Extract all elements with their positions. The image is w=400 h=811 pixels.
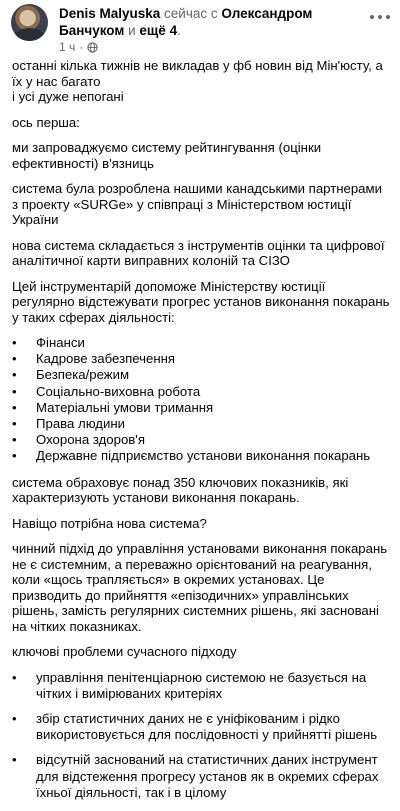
bullet: • (12, 669, 17, 685)
bullet: • (12, 367, 17, 383)
list-item: • Фінанси (12, 335, 85, 350)
list-item: • Безпека/режим (12, 367, 130, 383)
list-item: • Права людини (12, 416, 126, 432)
bullet: • (12, 416, 17, 432)
bullet: • (12, 351, 17, 367)
more-dot-icon (370, 15, 374, 19)
post-paragraph-tools: нова система складається з інструментів оцінки та цифрової аналітичної карти виправних колоній та СІЗО (12, 237, 385, 268)
list-item: • відсутній заснований на статистичних даних інструмент для відстеження прогресу установ як в окремих сферах їхньої діяльності, так і в цілому (12, 752, 379, 800)
avatar-figure (14, 28, 45, 41)
globe-icon[interactable] (87, 42, 98, 53)
more-tagged-link[interactable]: ещё 4 (139, 23, 178, 38)
post-paragraph-partners: система була розроблена нашими канадськими партнерами з проекту «SURGe» у співпраці з Міністерством юстиції України (12, 181, 382, 227)
post-paragraph-problems-title: ключові проблеми сучасного підходу (12, 644, 237, 660)
post-header (0, 0, 400, 56)
bullet: • (12, 752, 17, 768)
list-item: • управління пенітенціарною системою не базується на чітких і вимірюваних критеріях (12, 669, 367, 701)
bullet: • (12, 383, 17, 399)
header-connector: сейчас с (160, 6, 222, 21)
bullet: • (12, 432, 17, 448)
more-dot-icon (386, 15, 390, 19)
meta-separator: · (79, 40, 84, 54)
list-item: • Охорона здоров'я (12, 432, 145, 448)
post-meta (59, 40, 98, 54)
post-paragraph-question: Навіщо потрібна нова система? (12, 515, 207, 531)
list-item: • Соціально-виховна робота (12, 383, 201, 399)
author-name-link[interactable]: Denis Malyuska (59, 6, 161, 21)
post-paragraph (12, 58, 390, 105)
post-time-link[interactable]: 1 ч (59, 40, 76, 54)
bullet: • (12, 448, 17, 464)
list-item: • Кадрове забезпечення (12, 351, 176, 367)
bullet: • (12, 335, 17, 350)
bullet: • (12, 399, 17, 415)
areas-list (12, 335, 390, 465)
bullet: • (12, 711, 17, 727)
header-and: и (124, 23, 140, 38)
post-paragraph-rating: ми запроваджуємо систему рейтингування (оцінки ефективності) в'язниць (12, 140, 322, 171)
post-paragraph-indicators: система обраховує понад 350 ключових показників, які характеризують установи виконання покарань. (12, 474, 349, 506)
post-header-text (59, 5, 359, 39)
list-item: • Матеріальні умови тримання (12, 399, 214, 415)
more-dot-icon (378, 15, 382, 19)
list-item: • Державне підприємство установи виконання покарань (12, 448, 371, 464)
tagged-person-link[interactable]: Олександром Банчуком (59, 6, 313, 38)
header-period: . (177, 23, 181, 38)
intro-line-2: і усі дуже непогані (12, 89, 124, 104)
post-paragraph-areas-intro: Цей інструментарій допоможе Міністерству юстиції регулярно відстежувати прогрес установ виконання покарань у таких сферах діяльності: (12, 278, 390, 325)
post-paragraph-approach: чинний підхід до управління установами виконання покарань не є системним, а переважно орієнтований на реагування, коли «щось трапляється» в окремих установах. Це призводить до прийняття «епізодичних» управлінських рішень, замість регулярних системних рішень, які засновані на чітких показниках. (12, 541, 388, 634)
list-item: • збір статистичних даних не є уніфікованим і рідко використовується для послідовності у прийнятті рішень (12, 711, 378, 743)
post-paragraph-first: ось перша: (12, 114, 80, 130)
author-avatar[interactable] (11, 4, 48, 41)
problems-list (12, 670, 390, 801)
intro-line-1: останні кілька тижнів не викладав у фб новин від Мін'юсту, а їх у нас багато (12, 58, 383, 89)
post-options-button[interactable] (370, 10, 390, 24)
post-content (12, 58, 390, 811)
